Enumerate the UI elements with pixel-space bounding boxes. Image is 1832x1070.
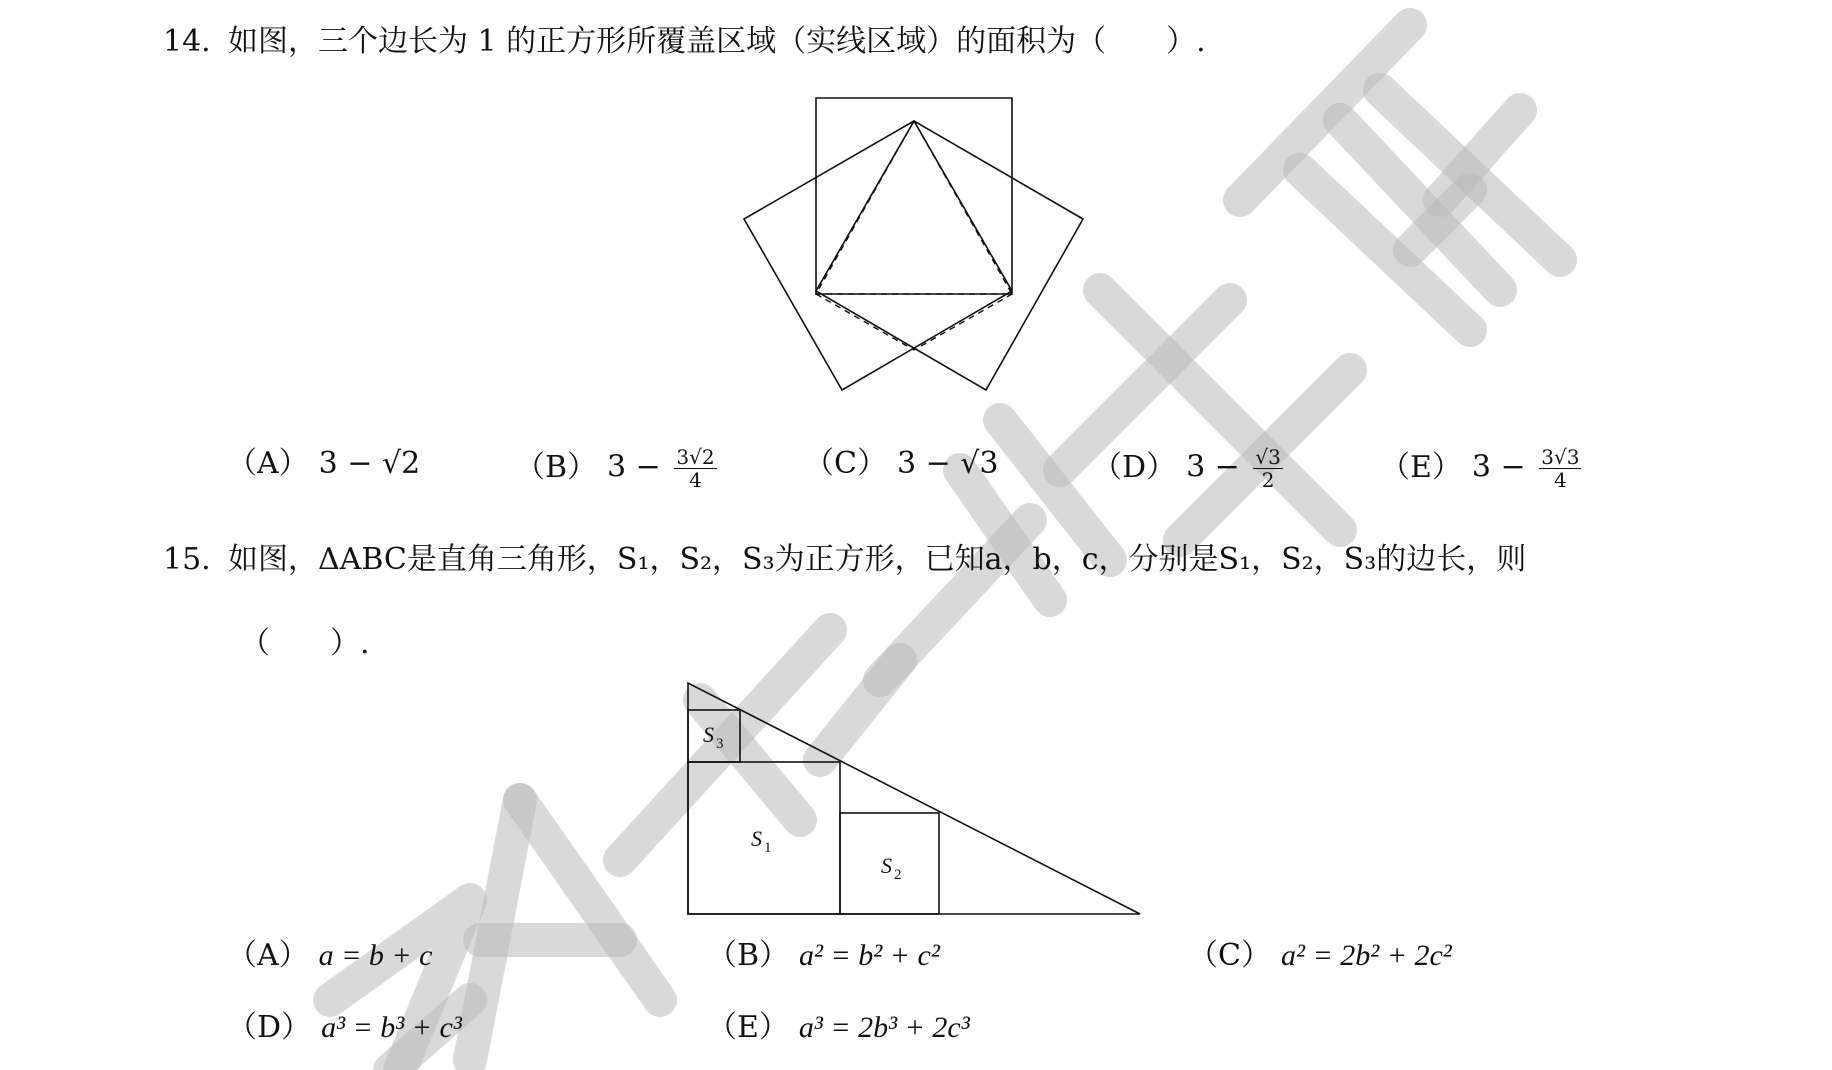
q15-option-e[interactable] — [707, 1010, 970, 1046]
q14-stem: 如图，三个边长为 1 的正方形所覆盖区域（实线区域）的面积为（ ）. — [228, 24, 1206, 59]
q15-square-s3 — [688, 710, 740, 762]
q14-option-d-lead: 3 − — [1186, 449, 1240, 485]
q15-label-s1: S — [751, 826, 762, 851]
q15-option-d-expr: a³ = b³ + c³ — [321, 1011, 462, 1044]
q14-number: 14. — [163, 24, 211, 59]
q15-option-a-label: （A） — [227, 938, 309, 973]
q14-option-b-lead: 3 − — [607, 449, 661, 485]
q14-option-e-lead: 3 − — [1471, 449, 1526, 485]
q15-label-s1-sub: 1 — [764, 840, 772, 856]
q14-option-c-label: （C） — [804, 446, 887, 481]
q15-option-e-label: （E） — [707, 1010, 789, 1045]
q14-option-c-expr: 3 − √3 — [896, 446, 999, 481]
q14-option-d-label: （D） — [1092, 449, 1177, 485]
q15-triangle — [688, 683, 1140, 914]
q15-option-a[interactable] — [227, 938, 432, 974]
q15-label-s3-sub: 3 — [716, 736, 724, 752]
q15-answer-blank: （ ）. — [240, 626, 370, 661]
q14-option-e-den: 4 — [1553, 468, 1567, 492]
q15-option-d-label: （D） — [227, 1010, 312, 1045]
q15-square-s1 — [688, 762, 840, 914]
q15-option-c[interactable] — [1188, 938, 1452, 974]
q15-stem: 如图，ΔABC是直角三角形，S₁，S₂，S₃为正方形，已知a，b，c，分别是S₁，S₂，S₃的边长，则 — [228, 542, 1527, 577]
q14-option-b-num: 3√2 — [676, 445, 715, 469]
q14-option-d-den: 2 — [1261, 468, 1275, 492]
q15-label-s2: S — [881, 853, 892, 878]
q14-option-a-expr: 3 − √2 — [318, 446, 421, 481]
q15-option-c-label: （C） — [1188, 938, 1271, 973]
q15-option-a-expr: a = b + c — [318, 939, 433, 972]
q15-option-b[interactable] — [707, 938, 940, 974]
q15-label-s3: S — [703, 722, 714, 747]
q15-option-d[interactable] — [227, 1010, 462, 1046]
q15-number: 15. — [163, 542, 211, 577]
q15-option-b-expr: a² = b² + c² — [799, 939, 940, 972]
q14-option-d-num: √3 — [1255, 445, 1281, 469]
q14-option-e-num: 3√3 — [1541, 445, 1580, 469]
q14-option-a-label: （A） — [227, 446, 309, 481]
q14-option-b-den: 4 — [689, 468, 702, 492]
q15-option-e-expr: a³ = 2b³ + 2c³ — [798, 1011, 970, 1044]
q14-option-e-label: （E） — [1380, 449, 1462, 485]
q15-option-b-label: （B） — [707, 938, 790, 973]
q15-label-s2-sub: 2 — [894, 867, 902, 883]
q14-option-b-label: （B） — [515, 449, 598, 485]
q15-option-c-expr: a² = 2b² + 2c² — [1280, 939, 1452, 972]
